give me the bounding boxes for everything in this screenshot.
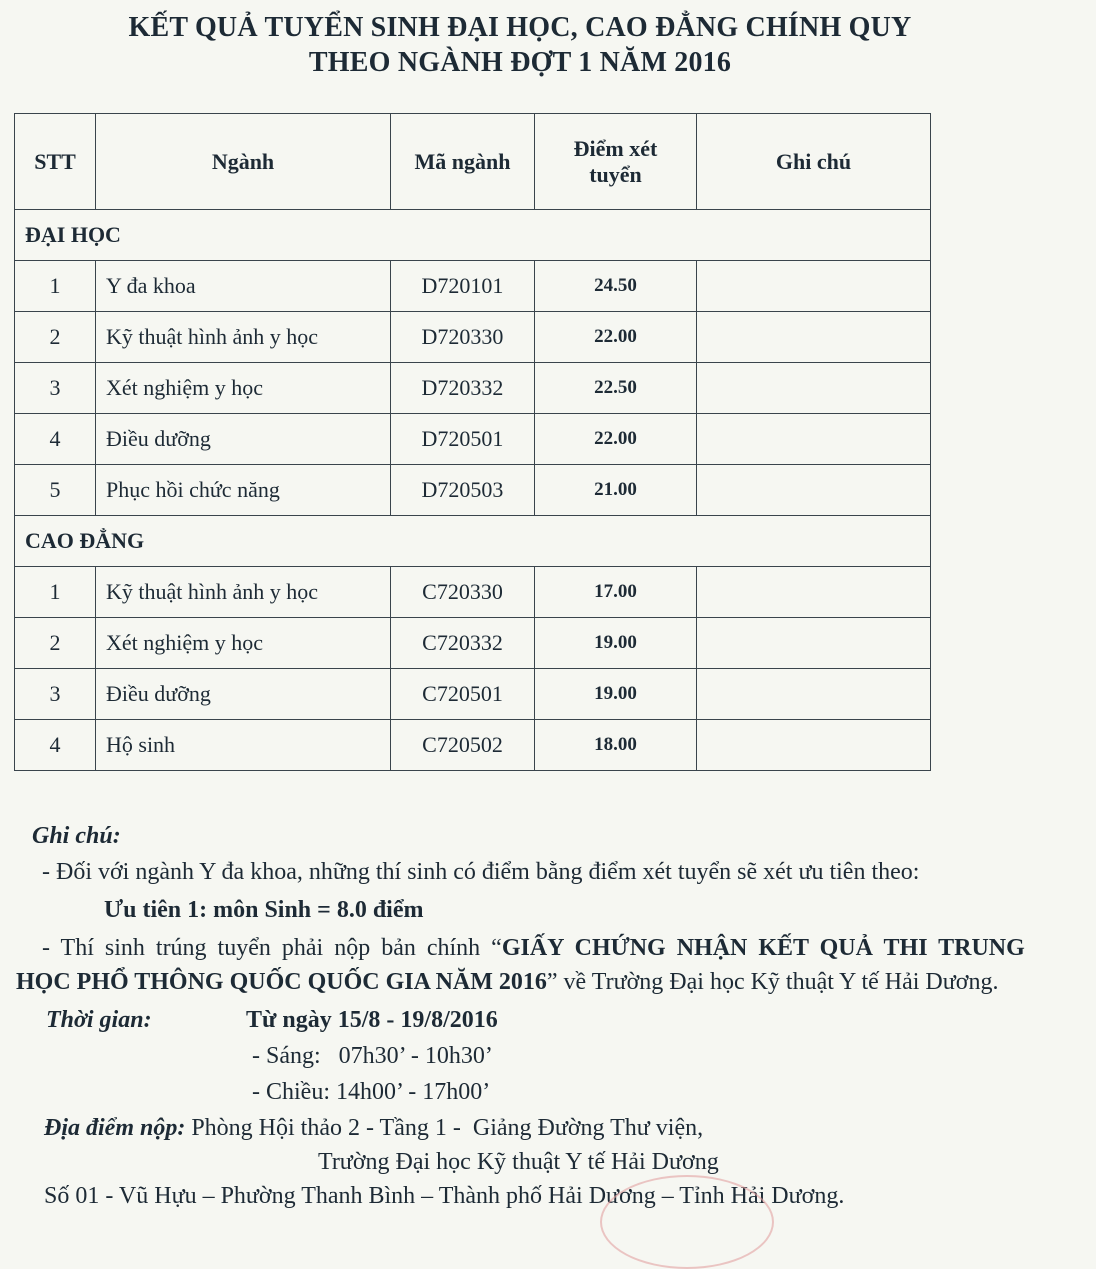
- cell-stt: 2: [15, 312, 96, 363]
- table-row: [15, 465, 931, 516]
- cell-ghi-chu: [697, 312, 931, 363]
- cell-stt: 2: [15, 618, 96, 669]
- table-row: [15, 720, 931, 771]
- cell-stt: 3: [15, 363, 96, 414]
- cell-stt: 1: [15, 567, 96, 618]
- time-afternoon: - Chiều: 14h00’ - 17h00’: [252, 1079, 491, 1105]
- notes-heading: Ghi chú:: [32, 823, 121, 849]
- cell-ma-nganh: C720502: [391, 720, 535, 771]
- cell-ma-nganh: D720503: [391, 465, 535, 516]
- cell-stt: 5: [15, 465, 96, 516]
- table-row: [15, 567, 931, 618]
- time-morning: - Sáng: 07h30’ - 10h30’: [252, 1043, 493, 1069]
- cell-diem: 22.50: [535, 363, 697, 414]
- note-priority-rule: - Đối với ngành Y đa khoa, những thí sinh có điểm bằng điểm xét tuyển sẽ xét ưu tiên theo:: [42, 859, 920, 885]
- cell-ma-nganh: C720332: [391, 618, 535, 669]
- time-range: Từ ngày 15/8 - 19/8/2016: [246, 1007, 498, 1033]
- note-certificate-name-a: GIẤY CHỨNG NHẬN KẾT QUẢ THI TRUNG: [501, 935, 1025, 961]
- header-diem-xet-tuyen: Điểm xét tuyển: [535, 114, 697, 210]
- section-row-dai-hoc: [15, 210, 931, 261]
- note-submission-line-2: [16, 964, 998, 1000]
- cell-ghi-chu: [697, 618, 931, 669]
- cell-nganh: Xét nghiệm y học: [96, 618, 391, 669]
- cell-ghi-chu: [697, 720, 931, 771]
- cell-stt: 3: [15, 669, 96, 720]
- place-line-1: [44, 1110, 703, 1146]
- cell-nganh: Kỹ thuật hình ảnh y học: [96, 312, 391, 363]
- table-header-row: [15, 114, 931, 210]
- cell-diem: 24.50: [535, 261, 697, 312]
- document-title: [0, 10, 1040, 80]
- cell-nganh: Y đa khoa: [96, 261, 391, 312]
- cell-stt: 4: [15, 720, 96, 771]
- admission-results-table: [14, 113, 931, 771]
- cell-nganh: Điều dưỡng: [96, 414, 391, 465]
- note-submission-suffix: ” về Trường Đại học Kỹ thuật Y tế Hải Dương.: [546, 969, 999, 995]
- section-row-cao-dang: [15, 516, 931, 567]
- cell-nganh: Xét nghiệm y học: [96, 363, 391, 414]
- red-seal-stamp: [600, 1175, 774, 1269]
- cell-ma-nganh: D720332: [391, 363, 535, 414]
- table-row: [15, 618, 931, 669]
- cell-ma-nganh: D720101: [391, 261, 535, 312]
- cell-ghi-chu: [697, 261, 931, 312]
- section-title: CAO ĐẲNG: [15, 516, 931, 567]
- cell-ma-nganh: D720501: [391, 414, 535, 465]
- time-label: Thời gian:: [46, 1007, 152, 1033]
- cell-diem: 18.00: [535, 720, 697, 771]
- table-row: [15, 414, 931, 465]
- table-row: [15, 312, 931, 363]
- note-submission-line-1: [42, 930, 1025, 966]
- cell-ma-nganh: C720330: [391, 567, 535, 618]
- table-row: [15, 669, 931, 720]
- cell-diem: 19.00: [535, 618, 697, 669]
- title-line-2: THEO NGÀNH ĐỢT 1 NĂM 2016: [308, 47, 732, 78]
- place-text-1: Phòng Hội thảo 2 - Tầng 1 - Giảng Đường Thư viện,: [191, 1115, 704, 1141]
- cell-nganh: Kỹ thuật hình ảnh y học: [96, 567, 391, 618]
- cell-diem: 19.00: [535, 669, 697, 720]
- cell-diem: 22.00: [535, 312, 697, 363]
- title-line-1: KẾT QUẢ TUYỂN SINH ĐẠI HỌC, CAO ĐẲNG CHÍNH QUY: [128, 12, 912, 43]
- cell-ghi-chu: [697, 363, 931, 414]
- cell-nganh: Hộ sinh: [96, 720, 391, 771]
- cell-ghi-chu: [697, 567, 931, 618]
- section-title: ĐẠI HỌC: [15, 210, 931, 261]
- table-row: [15, 363, 931, 414]
- cell-stt: 1: [15, 261, 96, 312]
- cell-stt: 4: [15, 414, 96, 465]
- note-priority-value: Ưu tiên 1: môn Sinh = 8.0 điểm: [104, 897, 424, 923]
- header-ma-nganh: Mã ngành: [391, 114, 535, 210]
- note-certificate-name-b: HỌC PHỔ THÔNG QUỐC QUỐC GIA NĂM 2016: [16, 969, 547, 995]
- place-line-2: Trường Đại học Kỹ thuật Y tế Hải Dương: [318, 1149, 719, 1175]
- cell-diem: 21.00: [535, 465, 697, 516]
- cell-ghi-chu: [697, 414, 931, 465]
- cell-diem: 17.00: [535, 567, 697, 618]
- table-row: [15, 261, 931, 312]
- header-ghi-chu: Ghi chú: [697, 114, 931, 210]
- cell-nganh: Điều dưỡng: [96, 669, 391, 720]
- cell-ma-nganh: D720330: [391, 312, 535, 363]
- cell-ghi-chu: [697, 465, 931, 516]
- header-nganh: Ngành: [96, 114, 391, 210]
- header-stt: STT: [15, 114, 96, 210]
- address-line: Số 01 - Vũ Hựu – Phường Thanh Bình – Thành phố Hải Dương – Tỉnh Hải Dương.: [44, 1183, 845, 1209]
- cell-diem: 22.00: [535, 414, 697, 465]
- cell-ghi-chu: [697, 669, 931, 720]
- place-label: Địa điểm nộp:: [44, 1115, 186, 1141]
- cell-nganh: Phục hồi chức năng: [96, 465, 391, 516]
- note-submission-prefix: - Thí sinh trúng tuyển phải nộp bản chính “: [42, 935, 502, 961]
- cell-ma-nganh: C720501: [391, 669, 535, 720]
